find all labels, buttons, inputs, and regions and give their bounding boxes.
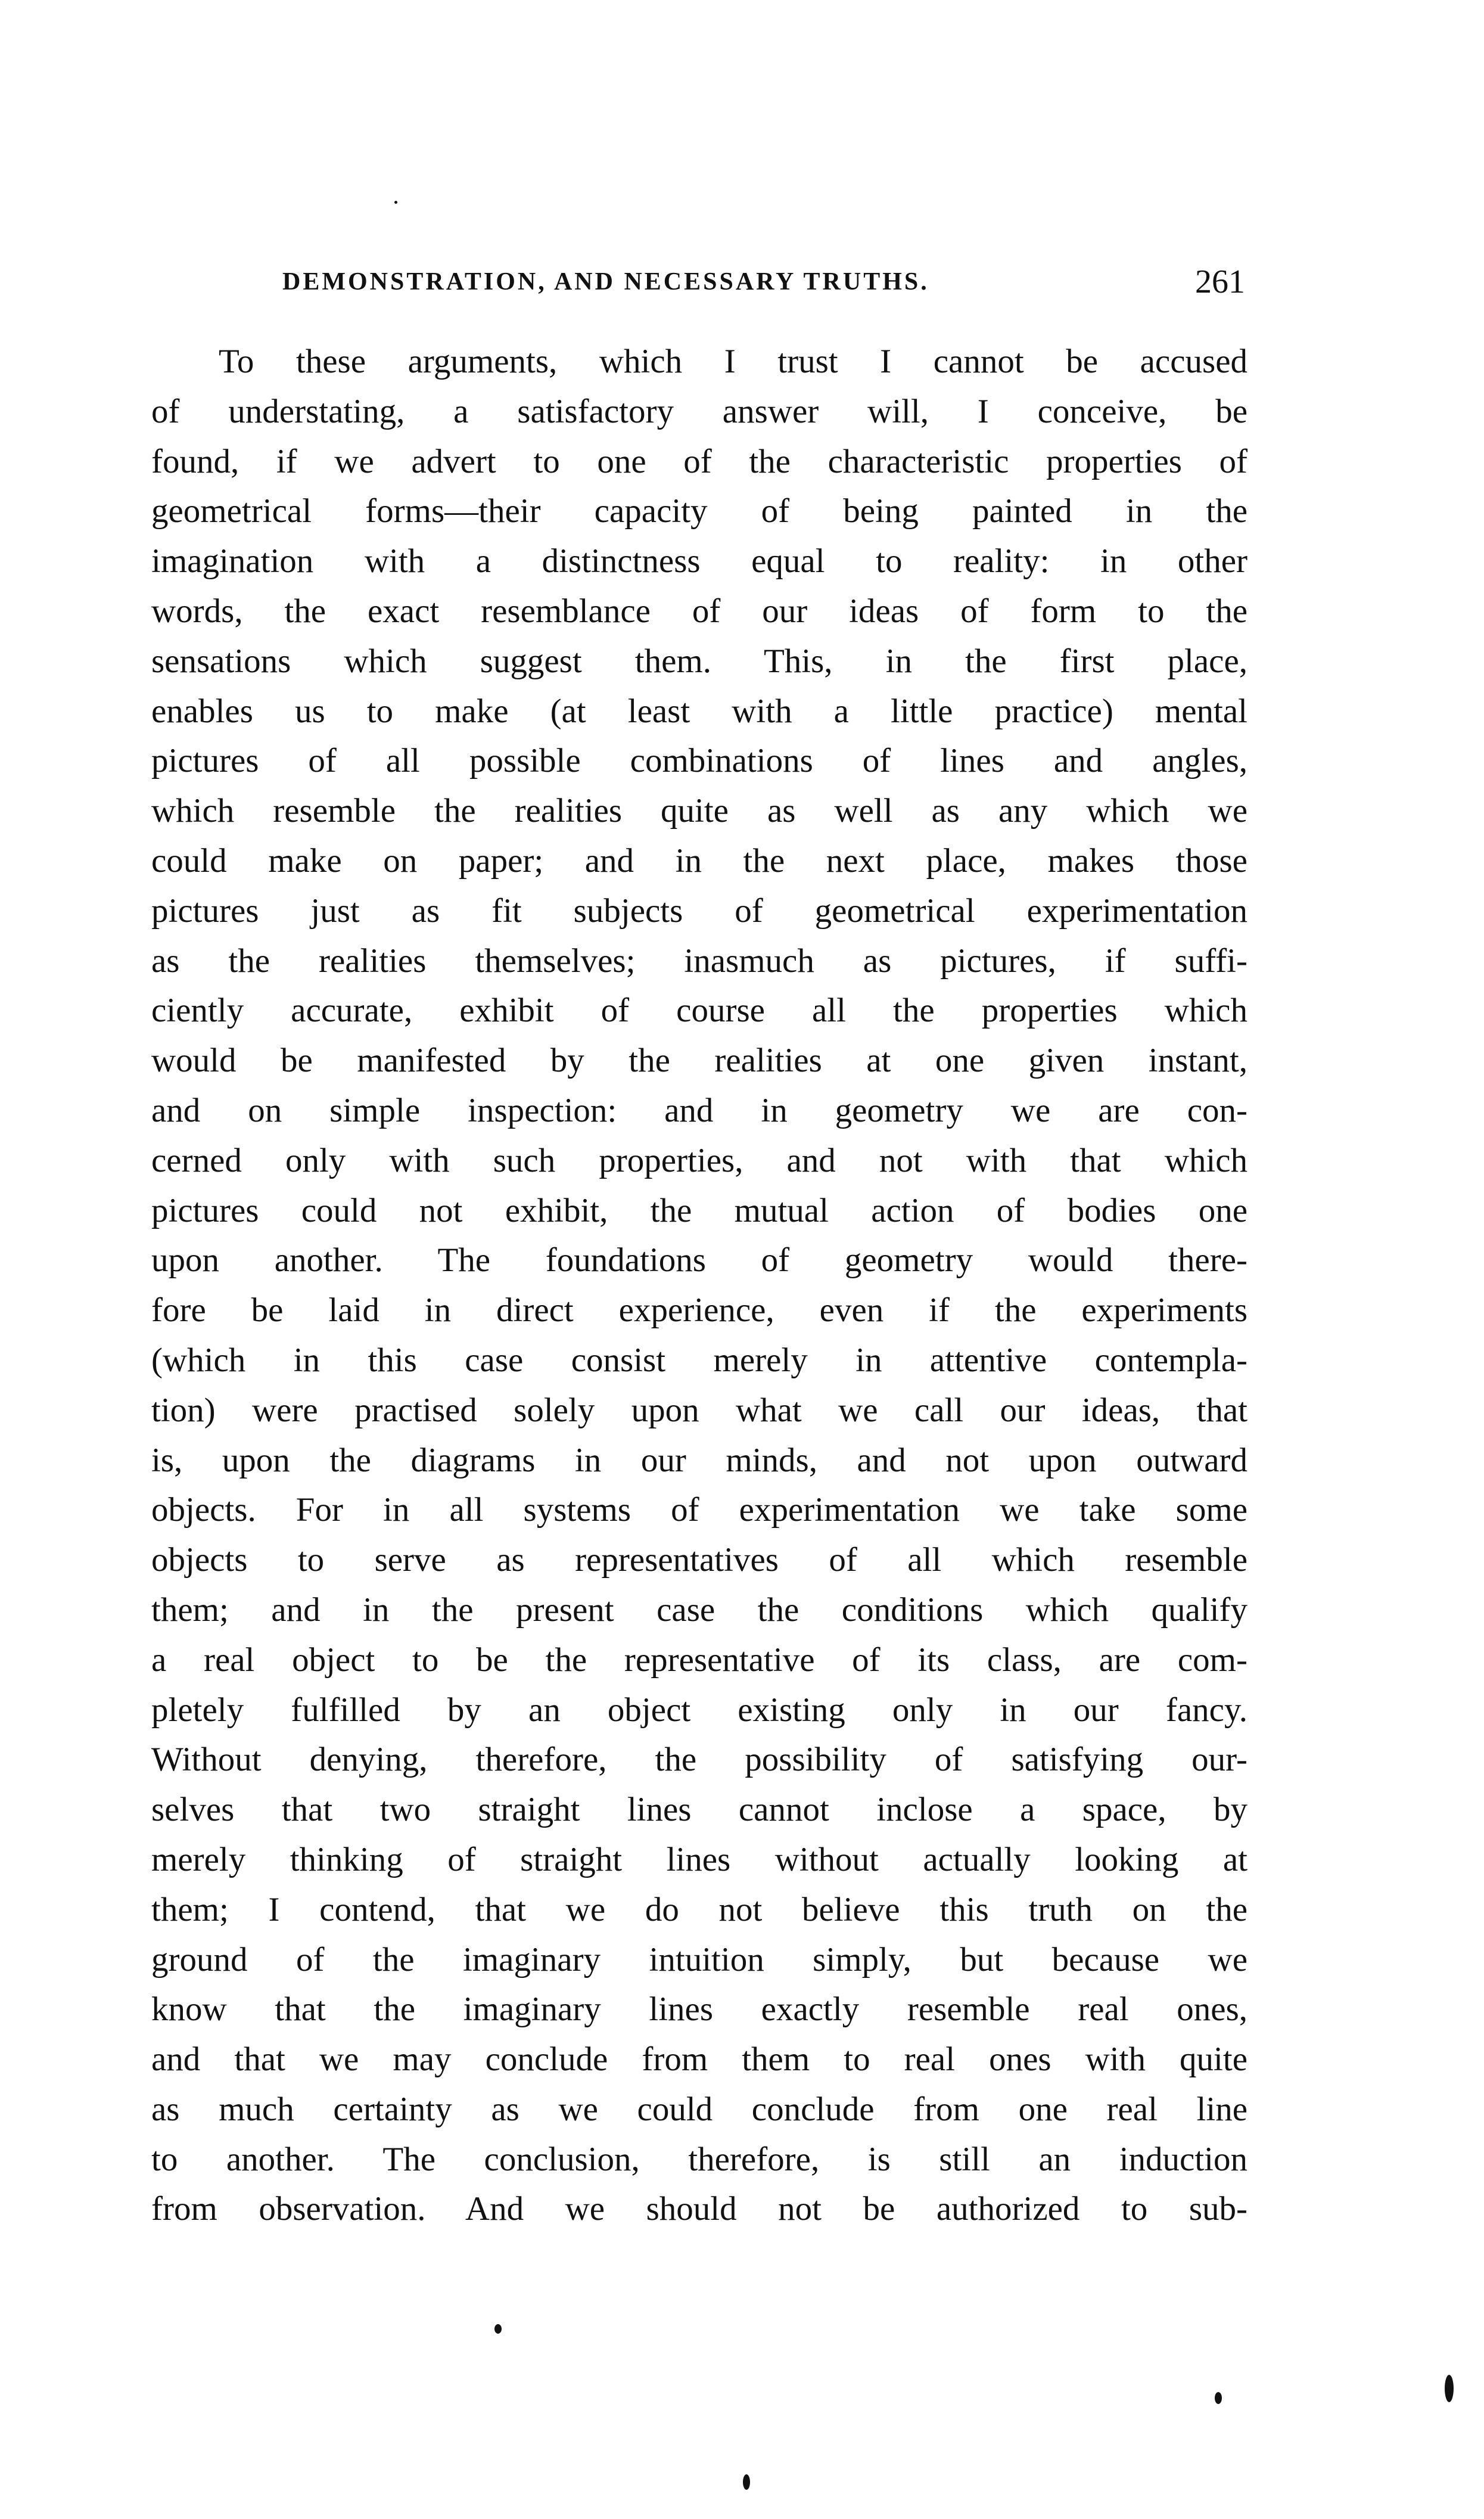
text-line: Without denying, therefore, the possibility of satisfying our- — [151, 1741, 1247, 1779]
scan-speck — [494, 2324, 502, 2334]
text-line: which resemble the realities quite as well as any which we — [151, 792, 1247, 830]
page-number: 261 — [1195, 263, 1245, 300]
text-line: them; I contend, that we do not believe this truth on the — [151, 1890, 1247, 1928]
running-header — [282, 261, 1245, 303]
scan-speck — [1215, 2392, 1222, 2404]
text-line: pictures just as fit subjects of geometrical experimentation — [151, 892, 1247, 930]
text-line: ciently accurate, exhibit of course all the properties which — [151, 992, 1247, 1030]
text-line: as much certainty as we could conclude from one real line — [151, 2090, 1247, 2128]
scan-speck — [394, 201, 397, 204]
text-line: (which in this case consist merely in attentive contempla- — [151, 1341, 1247, 1379]
text-line: ground of the imaginary intuition simply, but because we — [151, 1940, 1247, 1978]
text-line: selves that two straight lines cannot inclose a space, by — [151, 1791, 1247, 1829]
scan-speck — [743, 2474, 750, 2490]
text-line: know that the imaginary lines exactly resemble real ones, — [151, 1990, 1247, 2029]
text-line: of understating, a satisfactory answer will, I conceive, be — [151, 392, 1247, 430]
text-line: objects. For in all systems of experimentation we take some — [151, 1491, 1247, 1529]
text-line: found, if we advert to one of the characteristic properties of — [151, 442, 1247, 480]
text-line: geometrical forms—their capacity of being painted in the — [151, 492, 1247, 530]
text-line: enables us to make (at least with a little practice) mental — [151, 692, 1247, 730]
text-line: from observation. And we should not be authorized to sub- — [151, 2190, 1247, 2228]
text-line: cerned only with such properties, and not with that which — [151, 1141, 1247, 1179]
text-line: them; and in the present case the conditions which qualify — [151, 1591, 1247, 1629]
body-text — [151, 337, 1247, 2234]
text-line: pletely fulfilled by an object existing only in our fancy. — [151, 1691, 1247, 1729]
text-line: objects to serve as representatives of all which resemble — [151, 1541, 1247, 1579]
text-line: merely thinking of straight lines without actually looking at — [151, 1840, 1247, 1878]
text-line: pictures could not exhibit, the mutual action of bodies one — [151, 1191, 1247, 1229]
text-line: words, the exact resemblance of our ideas of form to the — [151, 592, 1247, 630]
running-title: DEMONSTRATION, AND NECESSARY TRUTHS. — [282, 268, 929, 296]
text-line: fore be laid in direct experience, even if the experiments — [151, 1291, 1247, 1330]
text-line: as the realities themselves; inasmuch as pictures, if suffi- — [151, 942, 1247, 980]
text-line: and on simple inspection: and in geometry we are con- — [151, 1091, 1247, 1129]
text-line: pictures of all possible combinations of lines and angles, — [151, 742, 1247, 780]
text-line: to another. The conclusion, therefore, is still an induction — [151, 2140, 1247, 2178]
text-line: tion) were practised solely upon what we call our ideas, that — [151, 1391, 1247, 1429]
text-line: is, upon the diagrams in our minds, and not upon outward — [151, 1441, 1247, 1479]
text-line: would be manifested by the realities at one given instant, — [151, 1042, 1247, 1080]
text-line: imagination with a distinctness equal to reality: in other — [151, 542, 1247, 580]
text-line: a real object to be the representative of its class, are com- — [151, 1641, 1247, 1679]
text-line: To these arguments, which I trust I cannot be accused — [219, 343, 1247, 380]
text-line: upon another. The foundations of geometry would there- — [151, 1241, 1247, 1279]
text-line: and that we may conclude from them to real ones with quite — [151, 2040, 1247, 2079]
text-line: sensations which suggest them. This, in the first place, — [151, 642, 1247, 680]
scan-speck — [1445, 2375, 1454, 2402]
text-line: could make on paper; and in the next place, makes those — [151, 841, 1247, 880]
